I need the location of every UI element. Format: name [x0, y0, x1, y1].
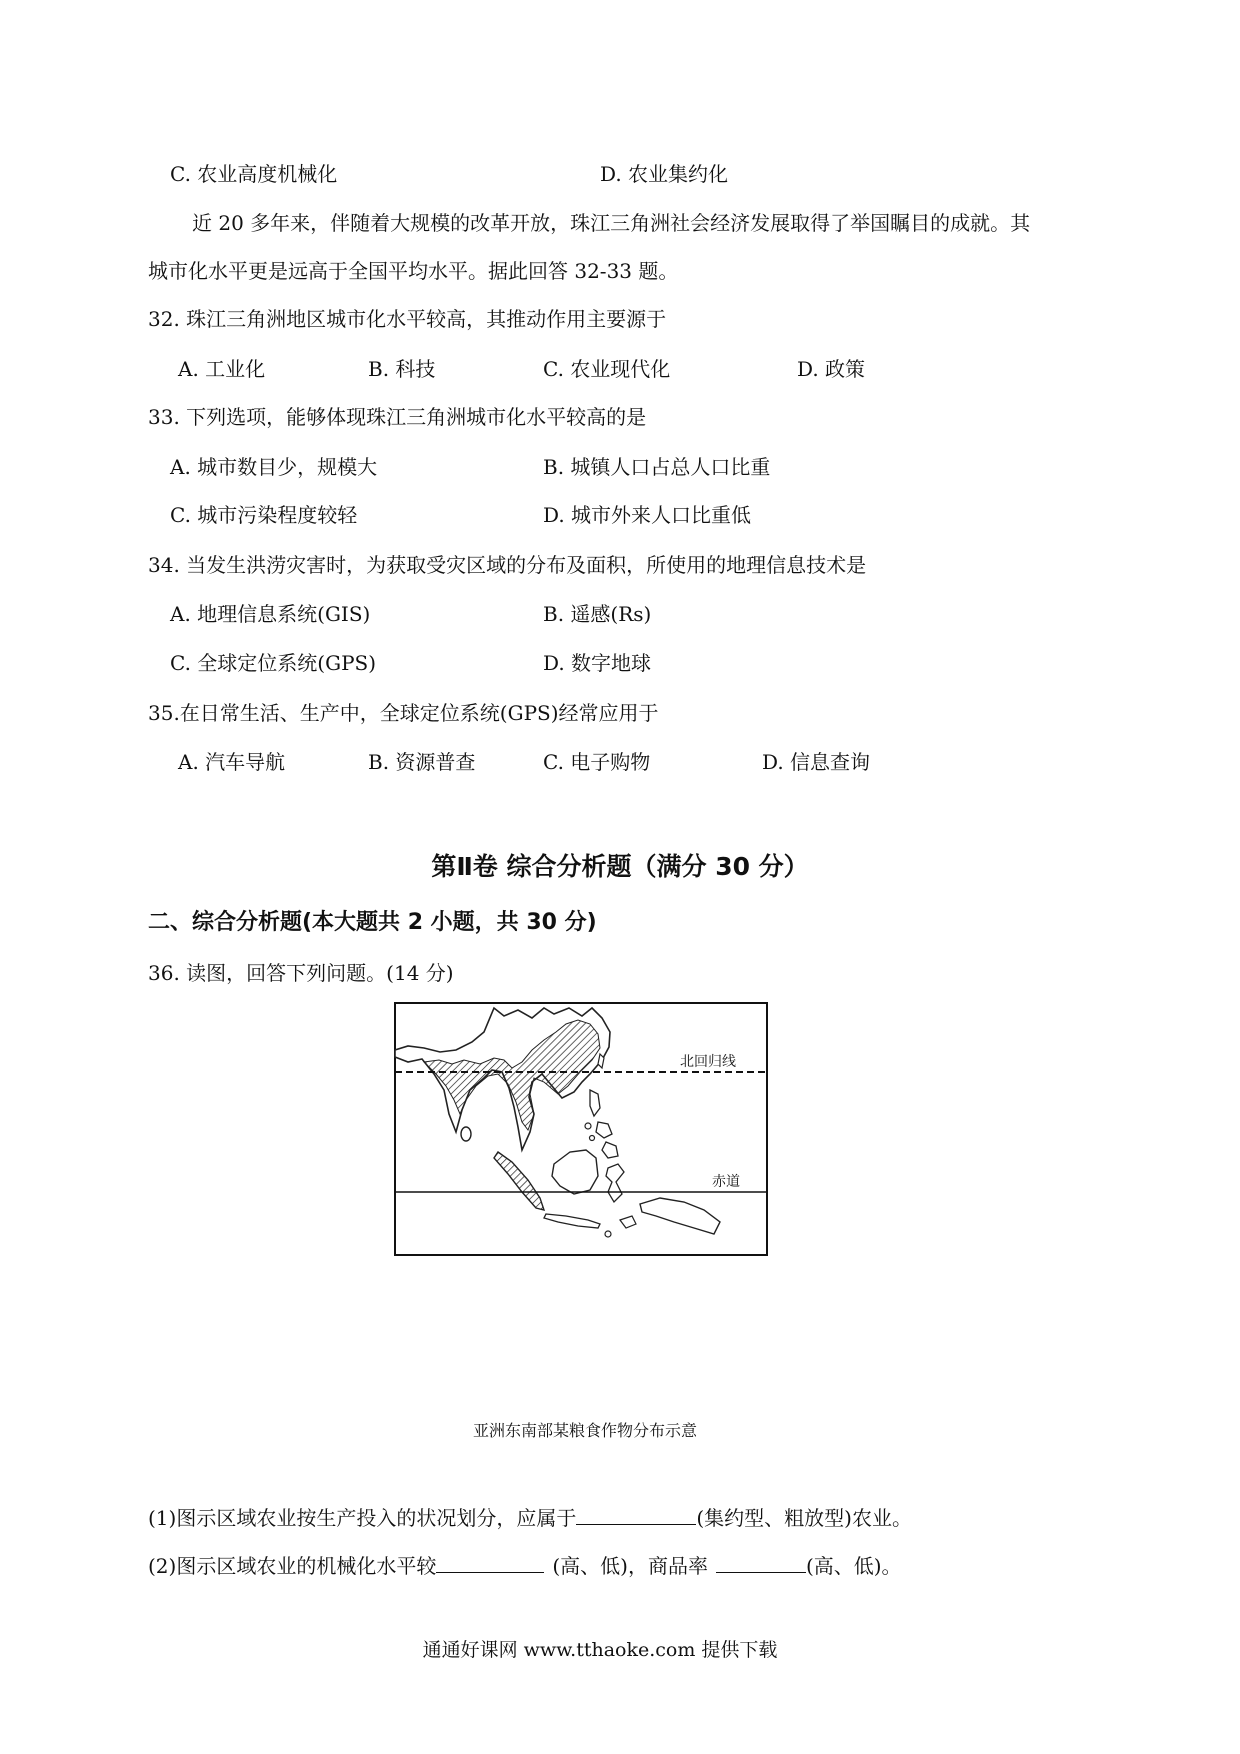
section-subtitle: 二、综合分析题(本大题共 2 小题，共 30 分) — [148, 910, 597, 935]
q36-stem: 36. 读图，回答下列问题。(14 分) — [148, 961, 454, 985]
q36-sub1-text-end: (集约型、粗放型)农业。 — [696, 1506, 912, 1530]
q36-sub2-text-mid: (高、低)，商品率 — [552, 1554, 708, 1578]
answer-blank[interactable] — [716, 1554, 806, 1573]
q35-option-b: B. 资源普查 — [368, 750, 476, 774]
q35-option-c: C. 电子购物 — [543, 750, 651, 774]
section-title: 第Ⅱ卷 综合分析题（满分 30 分） — [431, 852, 809, 881]
q33-option-b: B. 城镇人口占总人口比重 — [543, 455, 771, 479]
q33-stem: 33. 下列选项，能够体现珠江三角洲城市化水平较高的是 — [148, 405, 647, 429]
page-footer: 通通好课网 www.tthaoke.com 提供下载 — [422, 1639, 778, 1661]
q36-sub2-text-end: (高、低)。 — [805, 1554, 902, 1578]
southeast-asia-crop-map — [394, 1002, 768, 1256]
q36-sub2 — [148, 1553, 902, 1579]
q33-option-d: D. 城市外来人口比重低 — [543, 503, 752, 527]
q34-option-c: C. 全球定位系统(GPS) — [170, 651, 377, 675]
small-island — [585, 1123, 591, 1129]
answer-blank[interactable] — [436, 1554, 544, 1573]
q33-option-a: A. 城市数目少，规模大 — [170, 455, 378, 479]
passage-line-1: 近 20 多年来，伴随着大规模的改革开放，珠江三角洲社会经济发展取得了举国瞩目的成就。其 — [192, 211, 1031, 235]
answer-blank[interactable] — [576, 1506, 696, 1525]
small-island — [590, 1136, 595, 1141]
tropic-label: 北回归线 — [680, 1054, 736, 1070]
q32-option-b: B. 科技 — [368, 357, 436, 381]
q36-sub1-text: (1)图示区域农业按生产投入的状况划分，应属于 — [148, 1506, 577, 1530]
q31-option-c: C. 农业高度机械化 — [170, 162, 338, 186]
equator-label: 赤道 — [712, 1174, 740, 1190]
q32-option-d: D. 政策 — [797, 357, 866, 381]
q32-option-c: C. 农业现代化 — [543, 357, 671, 381]
q34-option-b: B. 遥感(Rs) — [543, 602, 652, 626]
q32-option-a: A. 工业化 — [178, 357, 266, 381]
map-caption: 亚洲东南部某粮食作物分布示意 — [472, 1421, 697, 1440]
q32-stem: 32. 珠江三角洲地区城市化水平较高，其推动作用主要源于 — [148, 307, 667, 331]
q34-stem: 34. 当发生洪涝灾害时，为获取受灾区域的分布及面积，所使用的地理信息技术是 — [148, 553, 867, 577]
q35-option-d: D. 信息查询 — [762, 750, 871, 774]
q34-option-d: D. 数字地球 — [543, 651, 652, 675]
q33-option-c: C. 城市污染程度较轻 — [170, 503, 358, 527]
q34-option-a: A. 地理信息系统(GIS) — [170, 602, 371, 626]
sri-lanka-island — [461, 1127, 471, 1141]
q35-option-a: A. 汽车导航 — [178, 750, 286, 774]
q35-stem: 35.在日常生活、生产中，全球定位系统(GPS)经常应用于 — [148, 701, 659, 725]
q31-option-d: D. 农业集约化 — [600, 162, 729, 186]
q36-sub1 — [148, 1505, 912, 1531]
passage-line-2: 城市化水平更是远高于全国平均水平。据此回答 32-33 题。 — [148, 259, 679, 283]
small-island — [605, 1231, 611, 1237]
q36-sub2-text: (2)图示区域农业的机械化水平较 — [148, 1554, 437, 1578]
